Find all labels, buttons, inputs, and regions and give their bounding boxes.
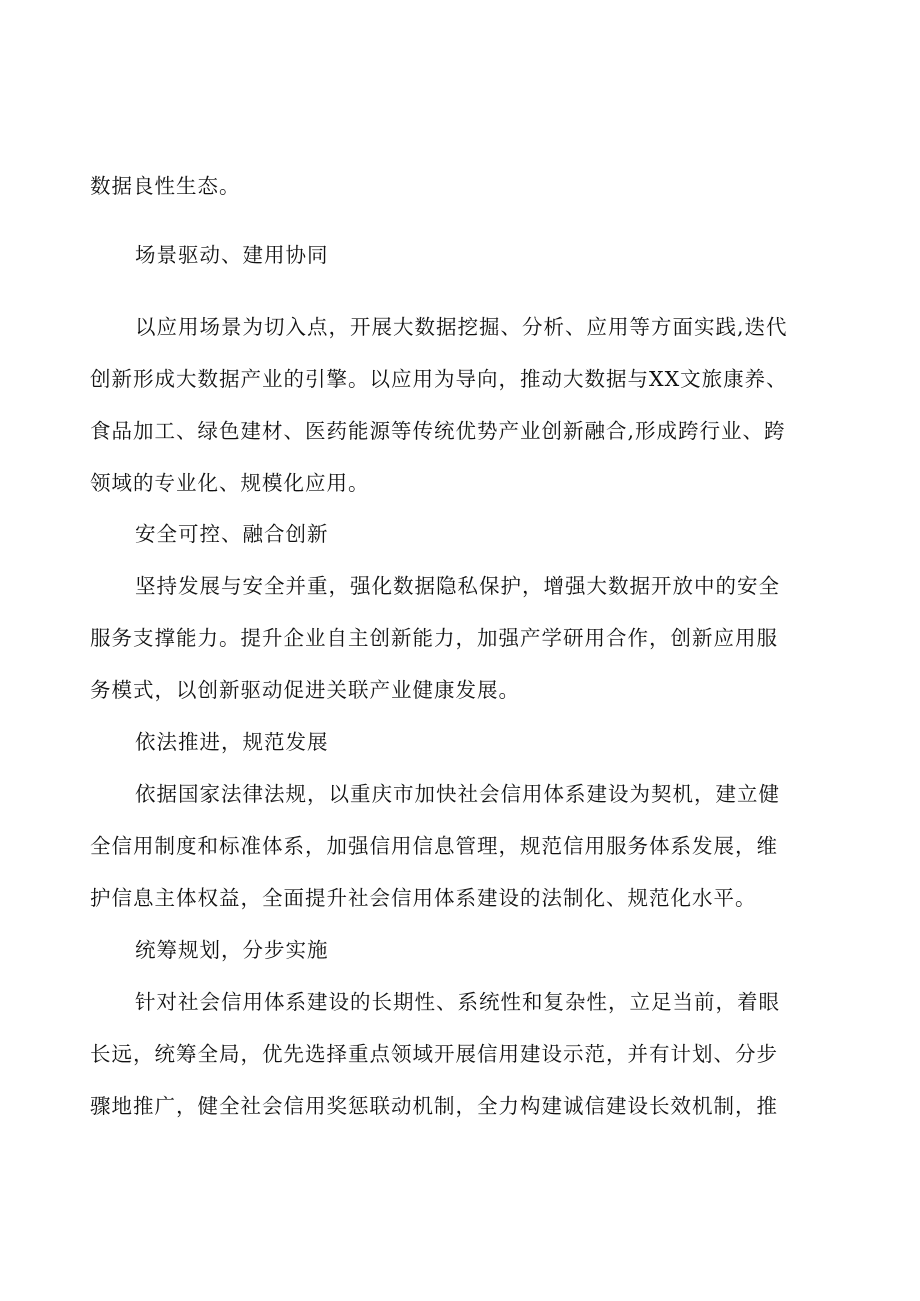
text-line: 务模式，以创新驱动促进关联产业健康发展。 — [90, 678, 520, 702]
section-paragraph-3 — [90, 768, 850, 924]
text-line: 领域的专业化、规模化应用。 — [90, 471, 370, 495]
continuation-text — [90, 160, 850, 212]
heading-text: 安全可控、融合创新 — [135, 522, 329, 546]
section-paragraph-4 — [90, 976, 850, 1132]
text-line: 骤地推广，健全社会信用奖惩联动机制，全力构建诚信建设长效机制，推 — [90, 1094, 778, 1118]
text-line: 长远，统筹全局，优先选择重点领域开展信用建设示范，并有计划、分步 — [90, 1042, 778, 1066]
text-line: 护信息主体权益，全面提升社会信用体系建设的法制化、规范化水平。 — [90, 886, 757, 910]
text-line: 以应用场景为切入点，开展大数据挖掘、分析、应用等方面实践,迭代 — [135, 315, 788, 339]
text-line: 依据国家法律法规，以重庆市加快社会信用体系建设为契机，建立健 — [135, 782, 780, 806]
heading-text: 场景驱动、建用协同 — [135, 243, 329, 267]
heading-text: 依法推进，规范发展 — [135, 730, 329, 754]
text-line: 坚持发展与安全并重，强化数据隐私保护，增强大数据开放中的安全 — [135, 574, 780, 598]
text-line: 服务支撑能力。提升企业自主创新能力，加强产学研用合作，创新应用服 — [90, 626, 778, 650]
text-line: 创新形成大数据产业的引擎。以应用为导向，推动大数据与XX文旅康养、 — [90, 367, 788, 391]
section-heading-1 — [90, 229, 895, 281]
section-paragraph-2 — [90, 560, 850, 716]
text-line: 数据良性生态。 — [90, 174, 241, 198]
section-heading-4 — [90, 924, 895, 976]
heading-text: 统筹规划，分步实施 — [135, 938, 329, 962]
text-line: 全信用制度和标准体系，加强信用信息管理，规范信用服务体系发展，维 — [90, 834, 778, 858]
text-line: 食品加工、绿色建材、医药能源等传统优势产业创新融合,形成跨行业、跨 — [90, 419, 786, 443]
section-heading-3 — [90, 716, 895, 768]
section-paragraph-1 — [90, 301, 850, 509]
text-line: 针对社会信用体系建设的长期性、系统性和复杂性，立足当前，着眼 — [135, 990, 780, 1014]
section-heading-2 — [90, 508, 895, 560]
